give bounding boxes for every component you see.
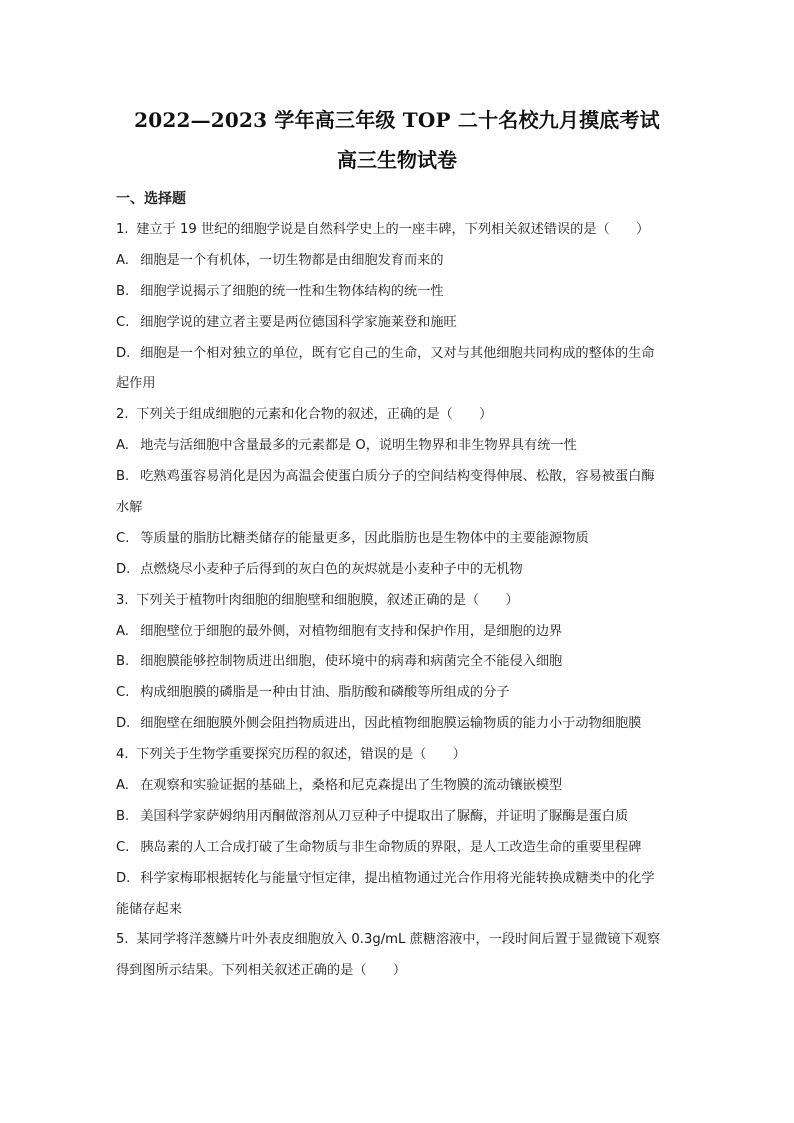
section-heading: 一、选择题 (116, 191, 186, 207)
question-2-stem: 2. 下列关于组成细胞的元素和化合物的叙述，正确的是（ ） (116, 407, 493, 423)
question-4-option-a: A. 在观察和实验证据的基础上，桑格和尼克森提出了生物膜的流动镶嵌模型 (116, 778, 563, 794)
question-4-option-d: D. 科学家梅耶根据转化与能量守恒定律，提出植物通过光合作用将光能转换成糖类中的化学 (116, 870, 655, 886)
question-2-option-b: B. 吃熟鸡蛋容易消化是因为高温会使蛋白质分子的空间结构变得伸展、松散，容易被蛋白酶 (116, 469, 655, 485)
question-3-option-c: C. 构成细胞膜的磷脂是一种由甘油、脂肪酸和磷酸等所组成的分子 (116, 685, 510, 701)
question-1-option-a: A. 细胞是一个有机体，一切生物都是由细胞发育而来的 (116, 252, 444, 268)
question-list (116, 215, 684, 987)
question-4-option-b: B. 美国科学家萨姆纳用丙酮做溶剂从刀豆种子中提取出了脲酶，并证明了脲酶是蛋白质 (116, 808, 629, 824)
question-3-stem: 3. 下列关于植物叶肉细胞的细胞壁和细胞膜，叙述正确的是（ ） (116, 592, 519, 608)
exam-subtitle: 高三生物试卷 (337, 148, 457, 172)
question-3-option-b: B. 细胞膜能够控制物质进出细胞，使环境中的病毒和病菌完全不能侵入细胞 (116, 654, 563, 670)
question-2-option-b-cont: 水解 (116, 500, 143, 516)
question-4-option-d-cont: 能储存起来 (116, 901, 182, 917)
exam-title: 2022—2023 学年高三年级 TOP 二十名校九月摸底考试 (134, 108, 660, 132)
question-2-option-a: A. 地壳与活细胞中含量最多的元素都是 O，说明生物界和非生物界具有统一性 (116, 438, 577, 454)
question-4-stem: 4. 下列关于生物学重要探究历程的叙述，错误的是（ ） (116, 747, 466, 763)
question-1-option-c: C. 细胞学说的建立者主要是两位德国科学家施莱登和施旺 (116, 314, 457, 330)
question-3-option-a: A. 细胞壁位于细胞的最外侧，对植物细胞有支持和保护作用，是细胞的边界 (116, 623, 563, 639)
question-3-option-d: D. 细胞壁在细胞膜外侧会阻挡物质进出，因此植物细胞膜运输物质的能力小于动物细胞膜 (116, 716, 642, 732)
question-5-stem: 5. 某同学将洋葱鳞片叶外表皮细胞放入 0.3g/mL 蔗糖溶液中，一段时间后置于显微镜下观察 (116, 932, 661, 948)
question-4-option-c: C. 胰岛素的人工合成打破了生命物质与非生命物质的界限，是人工改造生命的重要里程碑 (116, 839, 642, 855)
question-1-option-b: B. 细胞学说揭示了细胞的统一性和生物体结构的统一性 (116, 283, 444, 299)
question-2-option-c: C. 等质量的脂肪比糖类储存的能量更多，因此脂肪也是生物体中的主要能源物质 (116, 530, 589, 546)
question-1-option-d: D. 细胞是一个相对独立的单位，既有它自己的生命，又对与其他细胞共同构成的整体的生命 (116, 345, 655, 361)
question-1-option-d-cont: 起作用 (116, 376, 156, 392)
question-5-stem-cont: 得到图所示结果。下列相关叙述正确的是（ ） (116, 963, 407, 979)
question-2-option-d: D. 点燃烧尽小麦种子后得到的灰白色的灰烬就是小麦种子中的无机物 (116, 561, 523, 577)
question-1-stem: 1. 建立于 19 世纪的细胞学说是自然科学史上的一座丰碑，下列相关叙述错误的是（ ） (116, 222, 650, 237)
